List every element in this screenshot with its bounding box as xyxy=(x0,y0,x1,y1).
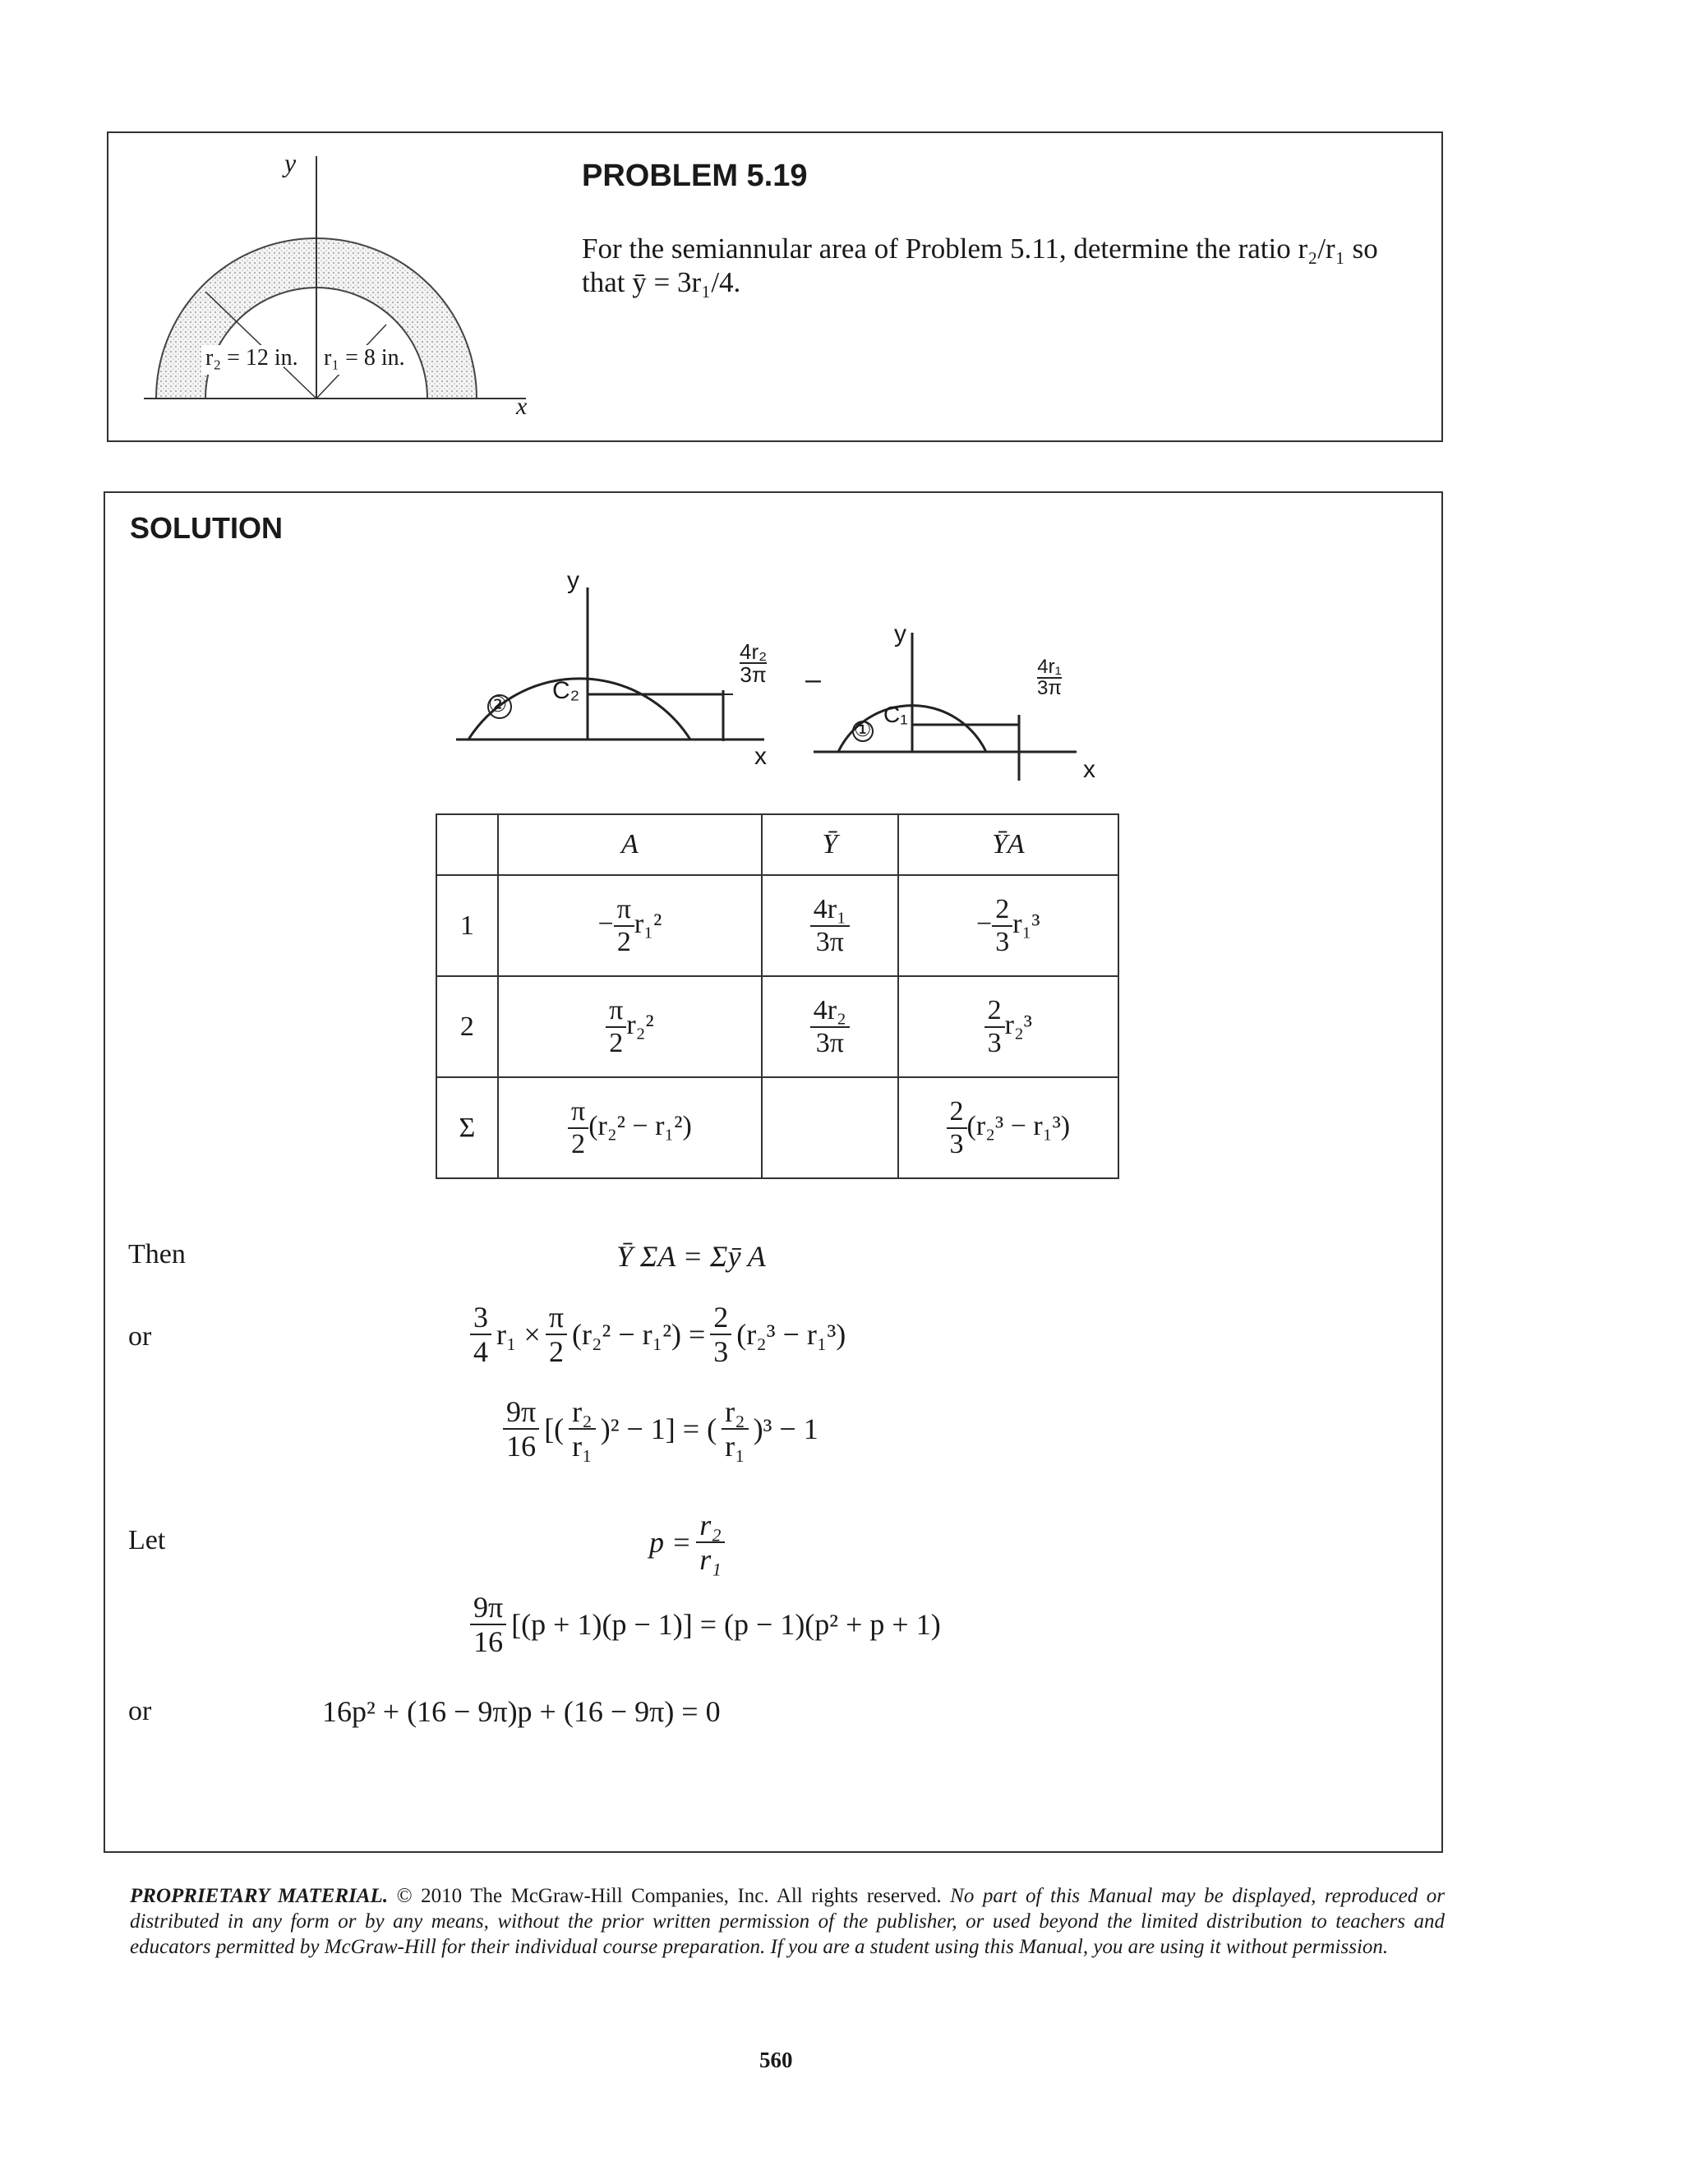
ya-post: r₂³ xyxy=(1004,1009,1032,1040)
sketch-x2: x xyxy=(1083,756,1095,783)
eq3-r-den: r₁ xyxy=(572,1430,593,1463)
a-den: 2 xyxy=(616,926,631,957)
a-post: r₂² xyxy=(626,1009,654,1040)
copyright-footer xyxy=(130,1883,1445,1960)
problem-text-line1: For the semiannular area of Problem 5.11, determine the ratio r₂/r₁ so xyxy=(582,233,1378,265)
or-label-2: or xyxy=(128,1696,152,1726)
row-y xyxy=(762,976,898,1077)
y-num: 4r₁ xyxy=(810,896,850,927)
let-label: Let xyxy=(128,1525,166,1555)
footer-bold: PROPRIETARY MATERIAL. xyxy=(130,1885,389,1907)
table-header-a: A xyxy=(498,814,762,875)
ya-num: 2 xyxy=(992,896,1012,927)
ya-sign: − xyxy=(976,908,993,939)
a-num: π xyxy=(568,1098,588,1129)
eq5-rest: [(p + 1)(p − 1)] = (p − 1)(p² + p + 1) xyxy=(511,1608,941,1641)
y-den: 3π xyxy=(815,926,844,957)
sketch-y2: y xyxy=(894,620,906,647)
sketch-y1: y xyxy=(567,567,579,594)
y-num: 4r₂ xyxy=(810,997,850,1028)
eq2-f2-num: π xyxy=(546,1302,567,1335)
table-row xyxy=(436,1077,1118,1178)
sketch-dim1 xyxy=(1037,657,1062,698)
row-id: Σ xyxy=(436,1077,498,1178)
solution-heading: SOLUTION xyxy=(130,511,283,545)
or-label-1: or xyxy=(128,1321,152,1352)
fig-x-label: x xyxy=(516,393,528,420)
row-ya xyxy=(898,875,1118,976)
table-row xyxy=(436,875,1118,976)
a-num: π xyxy=(614,896,634,927)
row-a xyxy=(498,875,762,976)
problem-title: PROBLEM 5.19 xyxy=(582,159,808,193)
eq2-tail: (r₂³ − r₁³) xyxy=(736,1318,846,1351)
eq3-f-den: 16 xyxy=(506,1430,537,1463)
equation-4 xyxy=(649,1510,725,1574)
then-label: Then xyxy=(128,1239,186,1269)
a-post: r₁² xyxy=(634,908,662,939)
a-sign: − xyxy=(597,908,614,939)
eq4-lhs: p = xyxy=(649,1526,692,1559)
sketch-dim1-den: 3π xyxy=(1037,677,1062,699)
fig-y-label: y xyxy=(284,148,297,177)
ya-num: 2 xyxy=(947,1098,967,1129)
row-a xyxy=(498,976,762,1077)
eq2-f3-den: 3 xyxy=(713,1335,729,1368)
eq3-b2: )² − 1] = ( xyxy=(600,1412,717,1445)
footer-italic: No part of this Manual may be displayed, reproduced or distributed in any form or by any means, without the prior written permission of the publisher, or used beyond the limited distribution to teachers and educators permitted by McGraw-Hill for their individual course preparation. If you are a student using this Manual, you are using it without permission. xyxy=(130,1885,1445,1958)
ya-den: 3 xyxy=(949,1128,964,1159)
page-number: 560 xyxy=(759,2048,793,2072)
row-a xyxy=(498,1077,762,1178)
fig-r1-label: r₁ = 8 in. xyxy=(324,345,405,371)
table-header-blank xyxy=(436,814,498,875)
eq3-b1: [( xyxy=(544,1412,565,1445)
sketch-c2: C₂ xyxy=(552,677,580,704)
equation-6: 16p² + (16 − 9π)p + (16 − 9π) = 0 xyxy=(322,1695,721,1728)
eq4-den: r₁ xyxy=(699,1543,722,1576)
row-id: 2 xyxy=(436,976,498,1077)
sketch-dim2 xyxy=(740,641,767,685)
eq3-b3: )³ − 1 xyxy=(753,1412,818,1445)
solution-sketch xyxy=(452,567,1109,797)
a-den: 2 xyxy=(609,1027,624,1058)
centroid-table xyxy=(436,813,1119,1179)
eq4-num: r₂ xyxy=(696,1510,725,1543)
a-post: (r₂² − r₁²) xyxy=(588,1110,692,1141)
sketch-dim2-den: 3π xyxy=(740,662,767,687)
y-den: 3π xyxy=(815,1027,844,1058)
table-header-row xyxy=(436,814,1118,875)
sketch-region1: ① xyxy=(854,719,872,741)
a-den: 2 xyxy=(571,1128,586,1159)
row-y xyxy=(762,875,898,976)
sketch-dim2-num: 4r₂ xyxy=(740,639,768,664)
ya-den: 3 xyxy=(995,926,1010,957)
problem-text-line2: that ȳ = 3r₁/4. xyxy=(582,266,741,298)
equation-1: Ȳ ΣA = Σȳ A xyxy=(616,1240,766,1273)
eq2-mid: r₁ × xyxy=(496,1318,541,1351)
eq3-r2-num: r₂ xyxy=(722,1397,749,1430)
equation-5 xyxy=(470,1592,941,1656)
ya-post: (r₂³ − r₁³) xyxy=(966,1110,1071,1141)
a-num: π xyxy=(606,997,626,1028)
row-ya xyxy=(898,976,1118,1077)
ya-post: r₁³ xyxy=(1012,908,1040,939)
row-id: 1 xyxy=(436,875,498,976)
eq2-f1-den: 4 xyxy=(473,1335,488,1368)
eq3-r-num: r₂ xyxy=(569,1397,596,1430)
table-row xyxy=(436,976,1118,1077)
eq5-num: 9π xyxy=(470,1592,506,1625)
eq2-f2-den: 2 xyxy=(548,1335,564,1368)
sketch-x1: x xyxy=(754,743,767,770)
row-ya xyxy=(898,1077,1118,1178)
eq3-r2-den: r₁ xyxy=(725,1430,745,1463)
eq2-f3-num: 2 xyxy=(710,1302,731,1335)
sketch-c1: C₁ xyxy=(883,702,908,727)
ya-num: 2 xyxy=(984,997,1005,1028)
footer-normal: © 2010 The McGraw-Hill Companies, Inc. All rights reserved. xyxy=(388,1885,951,1907)
eq2-mid2: (r₂² − r₁²) = xyxy=(572,1318,706,1351)
equation-2 xyxy=(470,1302,846,1366)
sketch-dim1-num: 4r₁ xyxy=(1037,656,1062,678)
row-y xyxy=(762,1077,898,1178)
ya-den: 3 xyxy=(987,1027,1002,1058)
eq5-den: 16 xyxy=(473,1625,504,1658)
equation-3 xyxy=(503,1397,818,1461)
fig-r2-label: r₂ = 12 in. xyxy=(205,345,298,371)
sketch-region2: ② xyxy=(488,692,508,716)
eq2-f1-num: 3 xyxy=(470,1302,491,1335)
table-header-ya: ȲA xyxy=(898,814,1118,875)
eq3-f-num: 9π xyxy=(503,1397,539,1430)
sketch-minus: – xyxy=(805,664,821,695)
problem-figure xyxy=(140,148,551,427)
table-header-y: Ȳ xyxy=(762,814,898,875)
